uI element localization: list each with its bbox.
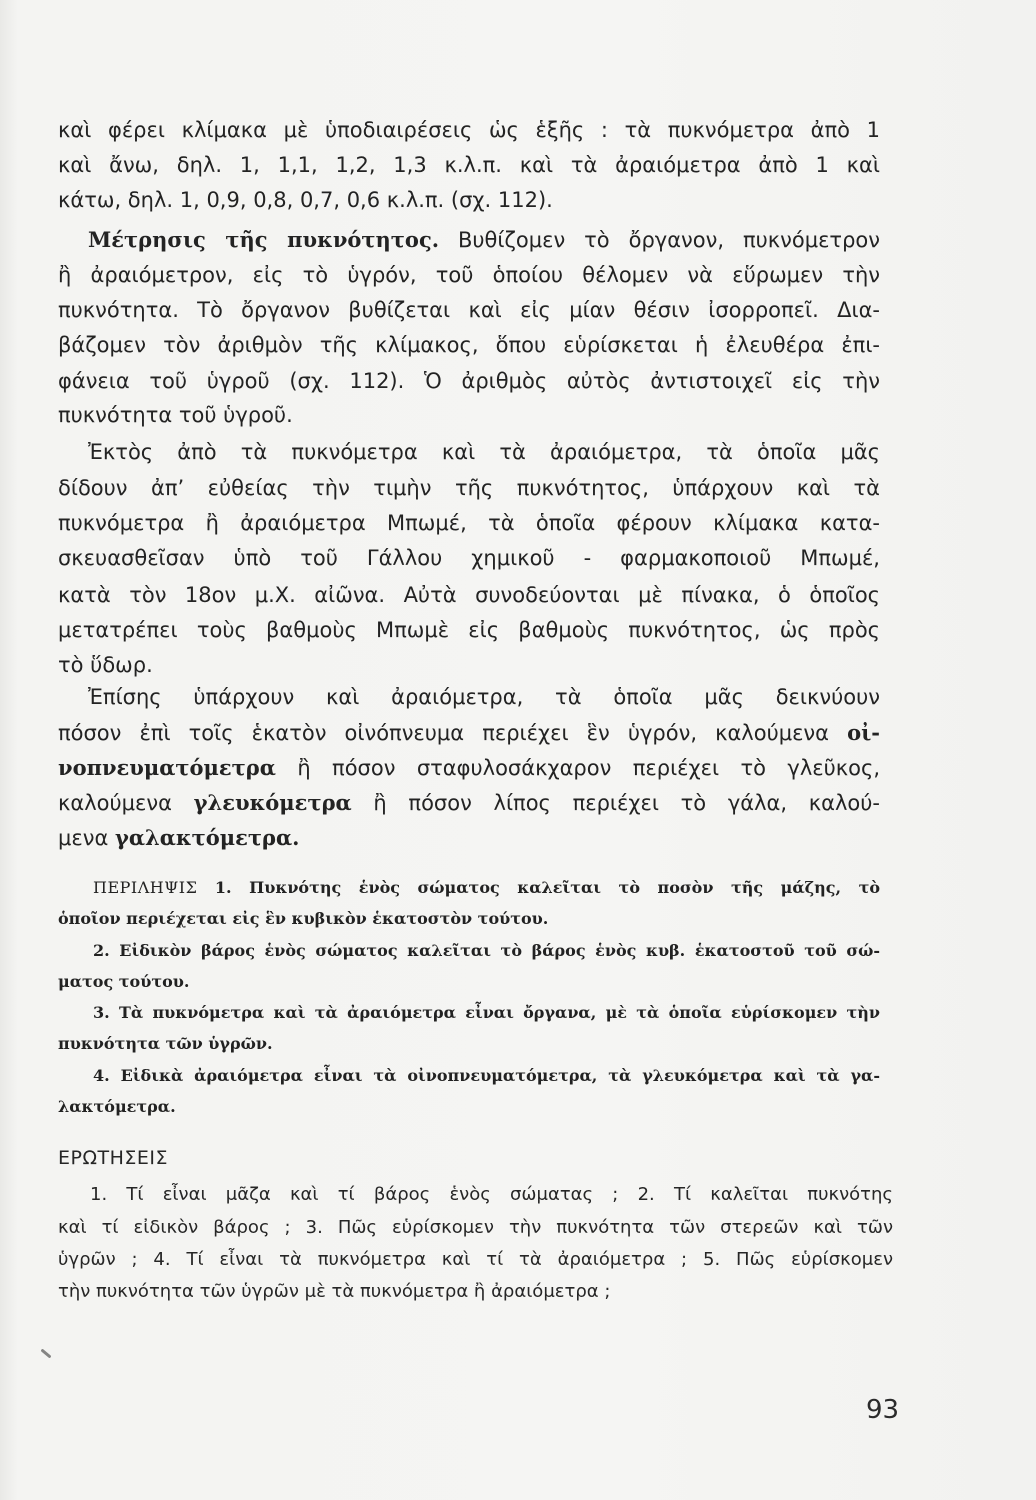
bold-term: νοπνευματόμετρα — [58, 755, 276, 780]
text-line: πυκνόμετρα ἢ ἀραιόμετρα Μπωμέ, τὰ ὁποῖα φέρουν κλίμακα κατα- — [58, 511, 880, 535]
section-heading: Μέτρησις τῆς πυκνότητος. — [88, 227, 440, 252]
text-line — [88, 223, 880, 257]
summary-item: 3. Τὰ πυκνόμετρα καὶ τὰ ἀραιόμετρα εἶναι ὄργανα, μὲ τὰ ὁποῖα εὑρίσκομεν τὴν — [93, 1003, 880, 1022]
summary-item: 4. Εἰδικὰ ἀραιόμετρα εἶναι τὰ οἰνοπνευματόμετρα, τὰ γλευκόμετρα καὶ τὰ γα- — [93, 1066, 880, 1085]
line-text: πόσον ἐπὶ τοῖς ἑκατὸν οἰνόπνευμα περιέχει ἓν ὑγρόν, καλούμενα — [58, 721, 830, 745]
text-line: φάνεια τοῦ ὑγροῦ (σχ. 112). Ὁ ἀριθμὸς αὐτὸς ἀντιστοιχεῖ εἰς τὴν — [58, 369, 880, 393]
line-text: ἢ πόσον σταφυλοσάκχαρον περιέχει τὸ γλεῦκος, — [297, 756, 880, 780]
text-line: πυκνότητα τοῦ ὑγροῦ. — [58, 403, 293, 427]
summary-text: λακτόμετρα. — [58, 1097, 176, 1116]
summary-label: ΠΕΡΙΛΗΨΙΣ — [93, 878, 198, 897]
summary-text: ὁποῖον περιέχεται εἰς ἓν κυβικὸν ἑκατοστὸν τούτου. — [58, 909, 549, 928]
text-line: Ἐπίσης ὑπάρχουν καὶ ἀραιόμετρα, τὰ ὁποῖα μᾶς δεικνύουν — [88, 685, 880, 709]
text-line: δίδουν ἀπ’ εὐθείας τὴν τιμὴν τῆς πυκνότητος, ὑπάρχουν καὶ τὰ — [58, 476, 880, 500]
line-text: καλούμενα — [58, 791, 172, 815]
question-line: τὴν πυκνότητα τῶν ὑγρῶν μὲ τὰ πυκνόμετρα ἢ ἀραιόμετρα ; — [58, 1281, 611, 1302]
bold-term: γλευκόμετρα — [193, 790, 352, 815]
bold-term: οἰ- — [847, 720, 880, 745]
text-line — [58, 821, 880, 855]
questions-heading: ΕΡΩΤΗΣΕΙΣ — [58, 1147, 168, 1169]
question-line: καὶ τί εἰδικὸν βάρος ; 3. Πῶς εὑρίσκομεν τὴν πυκνότητα τῶν στερεῶν καὶ τῶν — [58, 1217, 893, 1238]
bold-term: γαλακτόμετρα. — [114, 825, 300, 850]
scan-mark — [40, 1348, 51, 1358]
text-line: καὶ ἄνω, δηλ. 1, 1,1, 1,2, 1,3 κ.λ.π. καὶ τὰ ἀραιόμετρα ἀπὸ 1 καὶ — [58, 153, 880, 177]
text-line — [58, 716, 880, 750]
text-line: ἢ ἀραιόμετρον, εἰς τὸ ὑγρόν, τοῦ ὁποίου θέλομεν νὰ εὕρωμεν τὴν — [58, 263, 880, 287]
summary-text: 1. Πυκνότης ἑνὸς σώματος καλεῖται τὸ ποσὸν τῆς μάζης, τὸ — [214, 878, 880, 897]
page-number: 93 — [866, 1395, 900, 1425]
text-line — [58, 751, 880, 785]
text-line: πυκνότητα. Τὸ ὄργανον βυθίζεται καὶ εἰς μίαν θέσιν ἰσορροπεῖ. Δια- — [58, 298, 880, 322]
line-text: Βυθίζομεν τὸ ὄργανον, πυκνόμετρον — [458, 228, 880, 252]
text-line: τὸ ὕδωρ. — [58, 653, 153, 677]
summary-text: ματος τούτου. — [58, 972, 190, 991]
text-line — [58, 786, 880, 820]
summary-item — [93, 873, 880, 903]
text-line: κατὰ τὸν 18ον μ.Χ. αἰῶνα. Αὐτὰ συνοδεύονται μὲ πίνακα, ὁ ὁποῖος — [58, 583, 880, 607]
text-line: Ἐκτὸς ἀπὸ τὰ πυκνόμετρα καὶ τὰ ἀραιόμετρα, τὰ ὁποῖα μᾶς — [88, 440, 880, 464]
question-line: 1. Τί εἶναι μᾶζα καὶ τί βάρος ἑνὸς σώματας ; 2. Τί καλεῖται πυκνότης — [90, 1184, 893, 1205]
text-line: κάτω, δηλ. 1, 0,9, 0,8, 0,7, 0,6 κ.λ.π. (σχ. 112). — [58, 188, 553, 212]
text-line: σκευασθεῖσαν ὑπὸ τοῦ Γάλλου χημικοῦ - φαρμακοποιοῦ Μπωμέ, — [58, 546, 880, 570]
summary-text: πυκνότητα τῶν ὑγρῶν. — [58, 1034, 273, 1053]
summary-item: 2. Εἰδικὸν βάρος ἑνὸς σώματος καλεῖται τὸ βάρος ἑνὸς κυβ. ἑκατοστοῦ τοῦ σώ- — [93, 941, 880, 960]
question-line: ὑγρῶν ; 4. Τί εἶναι τὰ πυκνόμετρα καὶ τί τὰ ἀραιόμετρα ; 5. Πῶς εὑρίσκομεν — [58, 1249, 893, 1270]
text-line: καὶ φέρει κλίμακα μὲ ὑποδιαιρέσεις ὡς ἑξῆς : τὰ πυκνόμετρα ἀπὸ 1 — [58, 118, 880, 142]
line-text: ἢ πόσον λίπος περιέχει τὸ γάλα, καλού- — [373, 791, 880, 815]
text-line: μετατρέπει τοὺς βαθμοὺς Μπωμὲ εἰς βαθμοὺς πυκνότητος, ὡς πρὸς — [58, 618, 880, 642]
line-text: μενα — [58, 826, 109, 850]
text-line: βάζομεν τὸν ἀριθμὸν τῆς κλίμακος, ὅπου εὑρίσκεται ἡ ἐλευθέρα ἐπι- — [58, 333, 880, 357]
